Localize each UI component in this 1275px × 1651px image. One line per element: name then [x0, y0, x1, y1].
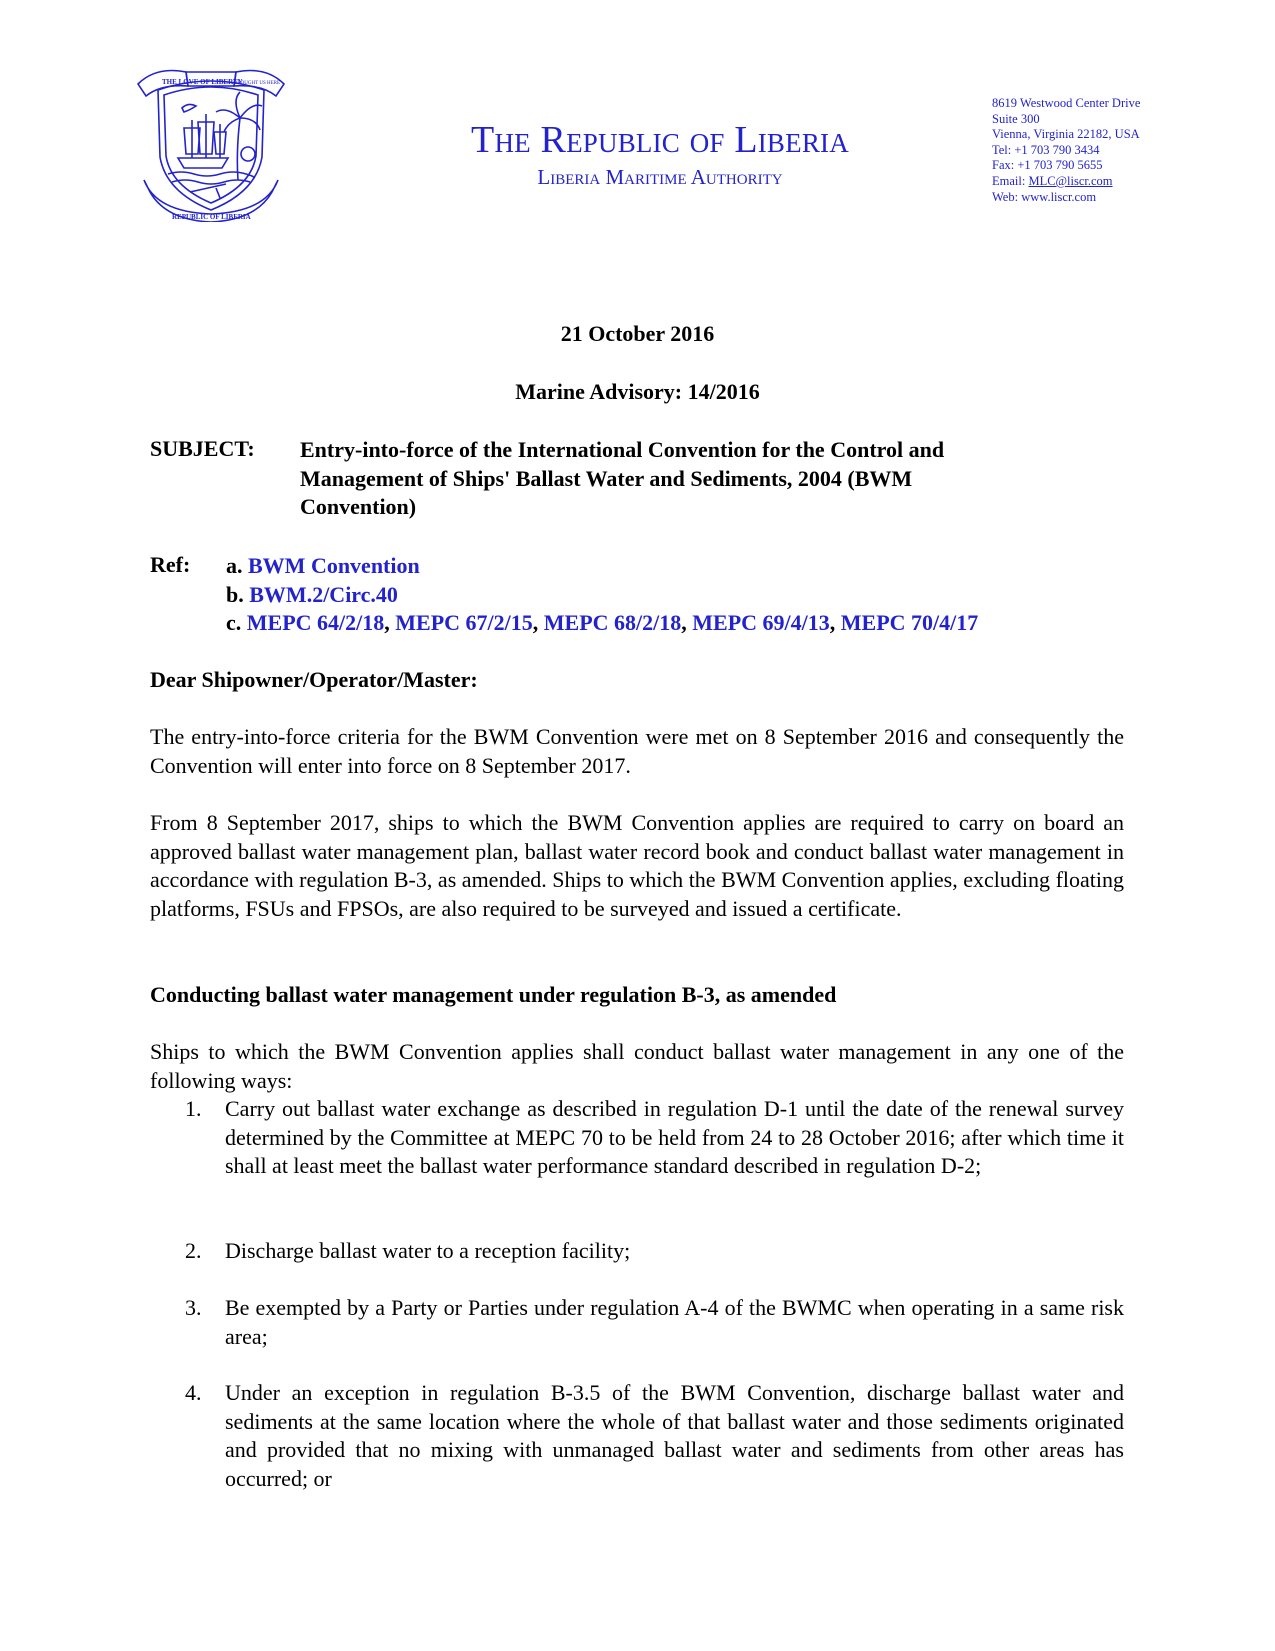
address-email-line: [992, 174, 1232, 190]
salutation: Dear Shipowner/Operator/Master:: [150, 667, 478, 692]
intro-paragraph: Ships to which the BWM Convention applies shall conduct ballast water management in any one of the following ways:: [150, 1039, 1124, 1093]
subject-line: Management of Ships' Ballast Water and Sediments, 2004 (BWM: [300, 465, 913, 491]
ref-separator: ,: [829, 610, 841, 635]
seal-right-text: BROUGHT US HERE: [234, 81, 281, 86]
address-fax: Fax: +1 703 790 5655: [992, 158, 1103, 173]
section-heading: Conducting ballast water management under regulation B-3, as amended: [150, 982, 837, 1007]
liberia-seal-logo: [136, 62, 286, 222]
list-text: Carry out ballast water exchange as described in regulation D-1 until the date of the renewal survey determined by the Committee at MEPC 70 to be held from 24 to 28 October 2016; after which time it shall at least meet the ballast water performance standard described in regulation D-2;: [225, 1096, 1124, 1178]
body-paragraph: The entry-into-force criteria for the BWM Convention were met on 8 September 2016 and consequently the Convention will enter into force on 8 September 2017.: [150, 724, 1124, 778]
email-link[interactable]: MLC@liscr.com: [1028, 173, 1113, 188]
subject-label: SUBJECT:: [150, 436, 255, 461]
document-date: 21 October 2016: [560, 321, 715, 346]
ref-link-bwm-convention[interactable]: BWM Convention: [248, 553, 420, 578]
list-number: 4.: [185, 1380, 202, 1405]
address-web: Web: www.liscr.com: [992, 189, 1097, 204]
ref-prefix: c.: [226, 610, 247, 635]
letterhead-title-block: [440, 118, 880, 190]
ref-prefix: b.: [226, 581, 250, 607]
ref-link-mepc[interactable]: MEPC 69/4/13: [692, 610, 830, 635]
ref-item-c: [226, 609, 978, 638]
address-line: 8619 Westwood Center Drive: [992, 96, 1141, 110]
list-text: Be exempted by a Party or Parties under regulation A-4 of the BWMC when operating in a same risk area;: [225, 1295, 1124, 1349]
ref-label: Ref:: [150, 552, 191, 577]
ref-separator: ,: [384, 610, 396, 635]
ref-prefix: a.: [226, 553, 248, 578]
address-line: Suite 300: [992, 111, 1040, 126]
list-text: Discharge ballast water to a reception facility;: [225, 1238, 631, 1263]
seal-bottom-text: REPUBLIC OF LIBERIA: [172, 213, 251, 221]
ref-link-mepc[interactable]: MEPC 70/4/17: [840, 610, 979, 635]
body-paragraph: From 8 September 2017, ships to which the BWM Convention applies are required to carry on board an approved ballast water management plan, ballast water record book and conduct ballast water management in accordance with regulation B-3, as amended. Ships to which the BWM Convention applies, excluding floating platforms, FSUs and FPSOs, are also required to be surveyed and issued a certificate.: [150, 810, 1124, 921]
ref-link-bwm-circ[interactable]: BWM.2/Circ.40: [249, 581, 398, 607]
ref-list: [226, 552, 978, 638]
ref-link-mepc[interactable]: MEPC 64/2/18: [246, 610, 385, 635]
subject-text: [300, 436, 1060, 522]
ref-separator: ,: [532, 610, 544, 635]
address-line: Vienna, Virginia 22182, USA: [992, 127, 1140, 142]
subject-line: Entry-into-force of the International Convention for the Control and: [300, 437, 945, 462]
ref-item-a: [226, 552, 978, 581]
email-label: Email:: [992, 173, 1029, 188]
advisory-number: Marine Advisory: 14/2016: [515, 379, 760, 404]
list-number: 1.: [185, 1096, 202, 1121]
ref-link-mepc[interactable]: MEPC 67/2/15: [395, 610, 533, 635]
ref-item-b: [226, 581, 978, 610]
list-text: Under an exception in regulation B-3.5 of the BWM Convention, discharge ballast water and sediments at the same location where the whole of that ballast water and those sediments originated and provided that no mixing with unmanaged ballast water and sediments from other areas has occurred; or: [225, 1380, 1124, 1491]
subject-line: Convention): [300, 494, 417, 519]
letterhead-title: The Republic of Liberia: [471, 119, 849, 161]
ref-separator: ,: [681, 610, 693, 635]
address-phone: Tel: +1 703 790 3434: [992, 142, 1100, 157]
ref-link-mepc[interactable]: MEPC 68/2/18: [543, 610, 682, 635]
letterhead-address: [992, 96, 1232, 205]
seal-top-text: THE LOVE OF LIBERTY: [162, 78, 243, 86]
list-number: 2.: [185, 1238, 202, 1263]
letterhead-subtitle: Liberia Maritime Authority: [537, 165, 783, 189]
list-number: 3.: [185, 1295, 202, 1320]
